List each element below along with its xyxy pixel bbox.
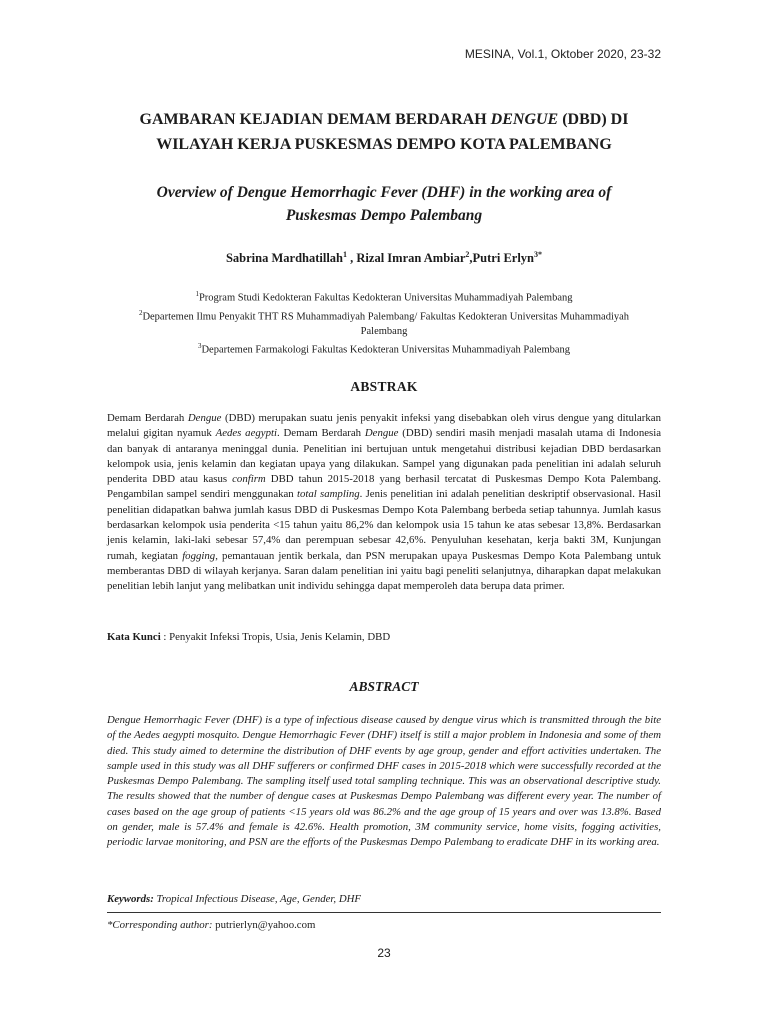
- article-title: [100, 107, 668, 157]
- affiliation-item: [120, 287, 648, 306]
- abstract-heading: ABSTRACT: [349, 679, 419, 694]
- corresponding-email: putrierlyn@yahoo.com: [212, 919, 316, 931]
- corresponding-author: [107, 919, 661, 931]
- affiliation-mark: 3: [197, 342, 202, 350]
- title-text: (DBD) DI: [558, 111, 629, 128]
- author-affiliation-mark: 2: [465, 250, 470, 259]
- page-number: 23: [377, 946, 391, 960]
- author-list: [100, 250, 668, 266]
- abstrak-italic: total sampling: [296, 488, 360, 501]
- affiliation-text: Departemen Farmakologi Fakultas Kedokteran Universitas Muhammadiyah Palembang: [201, 344, 571, 356]
- author-name: Rizal Imran Ambiar: [356, 251, 466, 266]
- author-separator: ,: [469, 251, 473, 266]
- abstrak-text: (DBD) sendiri masih menjadi masalah utama di Indonesia dan banyak di antaranya meninggal dunia. Penelitian ini bertujuan untuk mengetahui distribusi kejadian DBD berdasarkan kelompok usia, jenis kelamin dan kegiatan upaya yang dilakukan. Sampel yang digunakan pada penelitian ini adalah seluruh penderita DBD atau kasus: [107, 427, 662, 486]
- keywords-text: Tropical Infectious Disease, Age, Gender, DHF: [153, 893, 362, 905]
- kata-kunci: [107, 631, 661, 643]
- affiliation-mark: 1: [195, 290, 199, 298]
- title-text: GAMBARAN KEJADIAN DEMAM BERDARAH: [139, 111, 491, 128]
- abstrak-text: . Demam Berdarah: [276, 427, 365, 440]
- abstrak-body: [107, 411, 661, 595]
- abstrak-heading: ABSTRAK: [350, 379, 418, 394]
- affiliation-text: Program Studi Kedokteran Fakultas Kedokteran Universitas Muhammadiyah Palembang: [198, 292, 573, 304]
- abstrak-italic: Dengue: [364, 427, 399, 440]
- abstrak-text: , pemantauan jentik berkala, dan PSN merupakan upaya Puskesmas Dempo Kota Palembang untuk memberantas DBD di wilayah kerjanya. Saran dalam penelitian ini yaitu bagi peneliti selanjutnya, diharapkan dapat melakukan penelitian lebih lanjut yang melibatkan unit individu sehingga dapat memperoleh data berupa data primer.: [107, 549, 661, 593]
- corresponding-label: *Corresponding author:: [107, 919, 213, 931]
- english-title: [100, 181, 668, 227]
- abstrak-text: (DBD) merupakan suatu jenis penyakit infeksi yang disebabkan oleh virus dengue yang ditularkan melalui gigitan nyamuk: [107, 412, 661, 440]
- keywords-label: Keywords:: [107, 893, 154, 905]
- kata-kunci-text: : Penyakit Infeksi Tropis, Usia, Jenis Kelamin, DBD: [160, 631, 391, 643]
- subtitle-line-1: Overview of Dengue Hemorrhagic Fever (DHF) in the working area of: [156, 184, 612, 201]
- author-affiliation-mark: 3*: [534, 250, 543, 259]
- author-name: Sabrina Mardhatillah: [225, 251, 344, 266]
- affiliation-list: [120, 287, 648, 358]
- abstrak-italic: confirm: [232, 473, 266, 486]
- abstrak-text: . Jenis penelitian ini adalah penelitian deskriptif observasional. Hasil penelitian didapatkan bahwa jumlah kasus DBD di Puskesmas Dempo Kota Palembang berbeda setiap tahunnya. Jumlah kasus berdasarkan kelompok usia penderita <15 tahun yaitu 86,2% dan kelompok usia 15 tahun ke atas sebesar 13,8%. Berdasarkan jenis kelamin, laki-laki sebesar 57,4% dan perempuan sebesar 42,6%. Penyuluhan kesehatan, kerja bakti 3M, Kunjungan rumah, kegiatan: [107, 488, 661, 562]
- title-line-2: WILAYAH KERJA PUSKESMAS DEMPO KOTA PALEMBANG: [156, 136, 612, 153]
- kata-kunci-label: Kata Kunci: [107, 631, 161, 643]
- affiliation-mark: 2: [138, 308, 143, 317]
- journal-reference: MESINA, Vol.1, Oktober 2020, 23-32: [464, 47, 661, 61]
- abstrak-italic: fogging: [182, 549, 216, 562]
- abstract-body: Dengue Hemorrhagic Fever (DHF) is a type of infectious disease caused by dengue virus which is transmitted through the bite of the Aedes aegypti mosquito. Dengue Hemorrhagic Fever (DHF) itself is still a major problem in Indonesia and some of them died. This study aimed to determine the distribution of DHF events by age group, gender and effort activities undertaken. The sample used in this study was all DHF sufferers or confirmed DHF cases in 2015-2018 which were successfully recorded at the Puskesmas Dempo Palembang. The sampling itself used total sampling technique. This was an observational descriptive study. The results showed that the number of dengue cases at Puskesmas Dempo Palembang was different every year. The number of cases based on the age group of patients <15 years old was 86.2% and the age group of 15 years and over was 13.8%. Based on gender, male is 57.4% and female is 42.6%. Health promotion, 3M community service, home visits, fogging activities, periodic larvae monitoring, and PSN are the efforts of the Puskesmas Dempo Palembang to eradicate DHF in its working area.: [107, 714, 661, 849]
- abstrak-italic: Aedes aegypti: [215, 427, 277, 440]
- author-name: Putri Erlyn: [472, 251, 535, 266]
- affiliation-item: [120, 339, 648, 358]
- footnote-divider: [107, 912, 661, 913]
- author-affiliation-mark: 1: [343, 250, 348, 259]
- affiliation-text: Departemen Ilmu Penyakit THT RS Muhammadiyah Palembang/ Fakultas Kedokteran Universitas Muhammadiyah Palembang: [142, 311, 630, 337]
- affiliation-item: [120, 306, 648, 340]
- abstrak-italic: Dengue: [187, 412, 222, 424]
- abstrak-text: DBD tahun 2015-2018 yang berhasil tercatat di Puskesmas Dempo Kota Palembang. Pengambilan sampel sendiri menggunakan: [107, 473, 662, 501]
- title-italic-term: DENGUE: [490, 111, 559, 128]
- subtitle-line-2: Puskesmas Dempo Palembang: [285, 207, 483, 224]
- title-line-1: [100, 107, 668, 132]
- abstrak-text: Demam Berdarah: [107, 412, 188, 424]
- keywords: [107, 893, 661, 905]
- author-separator: ,: [347, 251, 357, 266]
